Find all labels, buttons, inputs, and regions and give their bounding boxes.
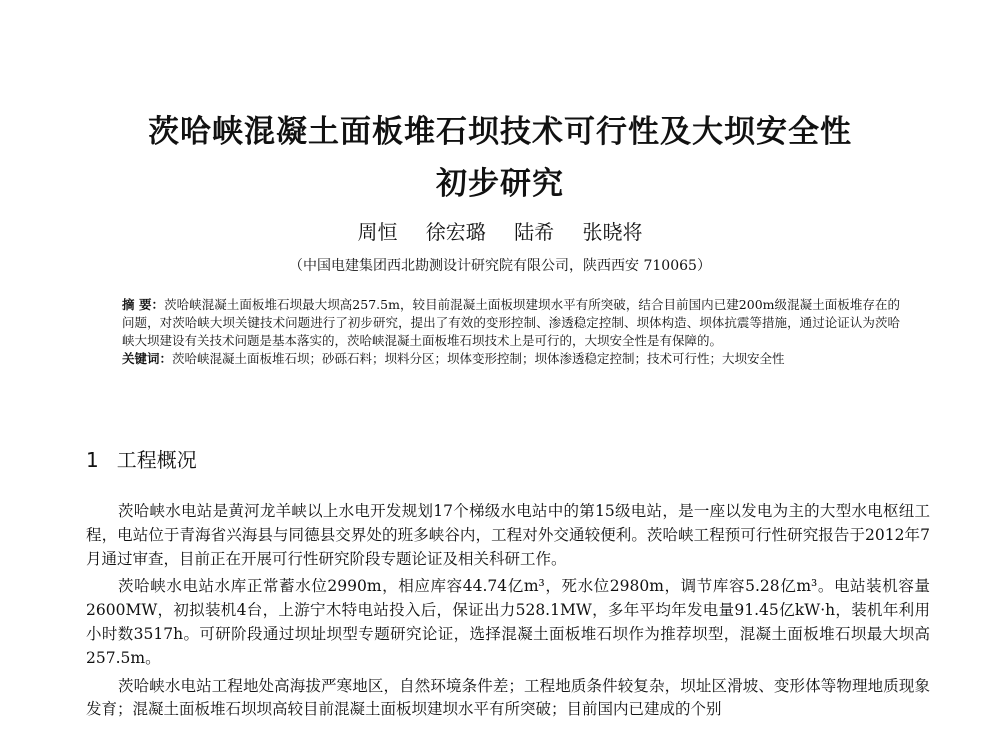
abstract-paragraph — [122, 296, 900, 350]
abstract-text: 茨哈峡混凝土面板堆石坝最大坝高257.5m，较目前混凝土面板坝建坝水平有所突破，结合目前国内已建200m级混凝土面板堆存在的问题，对茨哈峡大坝关键技术问题进行了初步研究，提出了有效的变形控制、渗透稳定控制、坝体构造、坝体抗震等措施，通过论证认为茨哈峡大坝建设有关技术问题是基本落实的，茨哈峡混凝土面板堆石坝技术上是可行的，大坝安全性是有保障的。 — [122, 297, 901, 348]
keywords-text: 茨哈峡混凝土面板堆石坝；砂砾石料；坝料分区；坝体变形控制；坝体渗透稳定控制；技术可行性；大坝安全性 — [172, 351, 785, 366]
body-paragraph: 茨哈峡水电站是黄河龙羊峡以上水电开发规划17个梯级水电站中的第15级电站，是一座以发电为主的大型水电枢纽工程，电站位于青海省兴海县与同德县交界处的班多峡谷内，工程对外交通较便利。茨哈峡工程预可行性研究报告于2012年7月通过审查，目前正在开展可行性研究阶段专题论证及相关科研工作。 — [86, 502, 930, 568]
section-heading — [86, 446, 197, 474]
body-paragraph: 茨哈峡水电站工程地处高海拔严寒地区，自然环境条件差；工程地质条件较复杂，坝址区滑坡、变形体等物理地质现象发育；混凝土面板堆石坝坝高较目前混凝土面板坝建坝水平有所突破；目前国内已建成的个别 — [86, 676, 930, 719]
abstract-block — [122, 296, 900, 368]
paper-title-line-1: 茨哈峡混凝土面板堆石坝技术可行性及大坝安全性 — [148, 114, 852, 150]
paper-title-line-2: 初步研究 — [436, 166, 564, 202]
section-body — [86, 500, 930, 726]
section-title: 工程概况 — [116, 448, 197, 472]
body-paragraph: 茨哈峡水电站水库正常蓄水位2990m，相应库容44.74亿m³，死水位2980m，调节库容5.28亿m³。电站装机容量2600MW，初拟装机4台，上游宁木特电站投入后，保证出力528.1MW，多年平均年发电量91.45亿kW·h，装机年利用小时数3517h。可研阶段通过坝址坝型专题研究论证，选择混凝土面板堆石坝作为推荐坝型，混凝土面板堆石坝最大坝高257.5m。 — [86, 577, 930, 667]
author-list: 周恒 徐宏璐 陆希 张晓将 — [357, 220, 643, 244]
affiliation: （中国电建集团西北勘测设计研究院有限公司，陕西西安 710065） — [289, 258, 711, 274]
keywords-label: 关键词： — [122, 351, 173, 366]
section-number: 1 — [86, 448, 99, 472]
keywords-paragraph — [122, 350, 900, 368]
abstract-label: 摘 要： — [122, 297, 165, 312]
